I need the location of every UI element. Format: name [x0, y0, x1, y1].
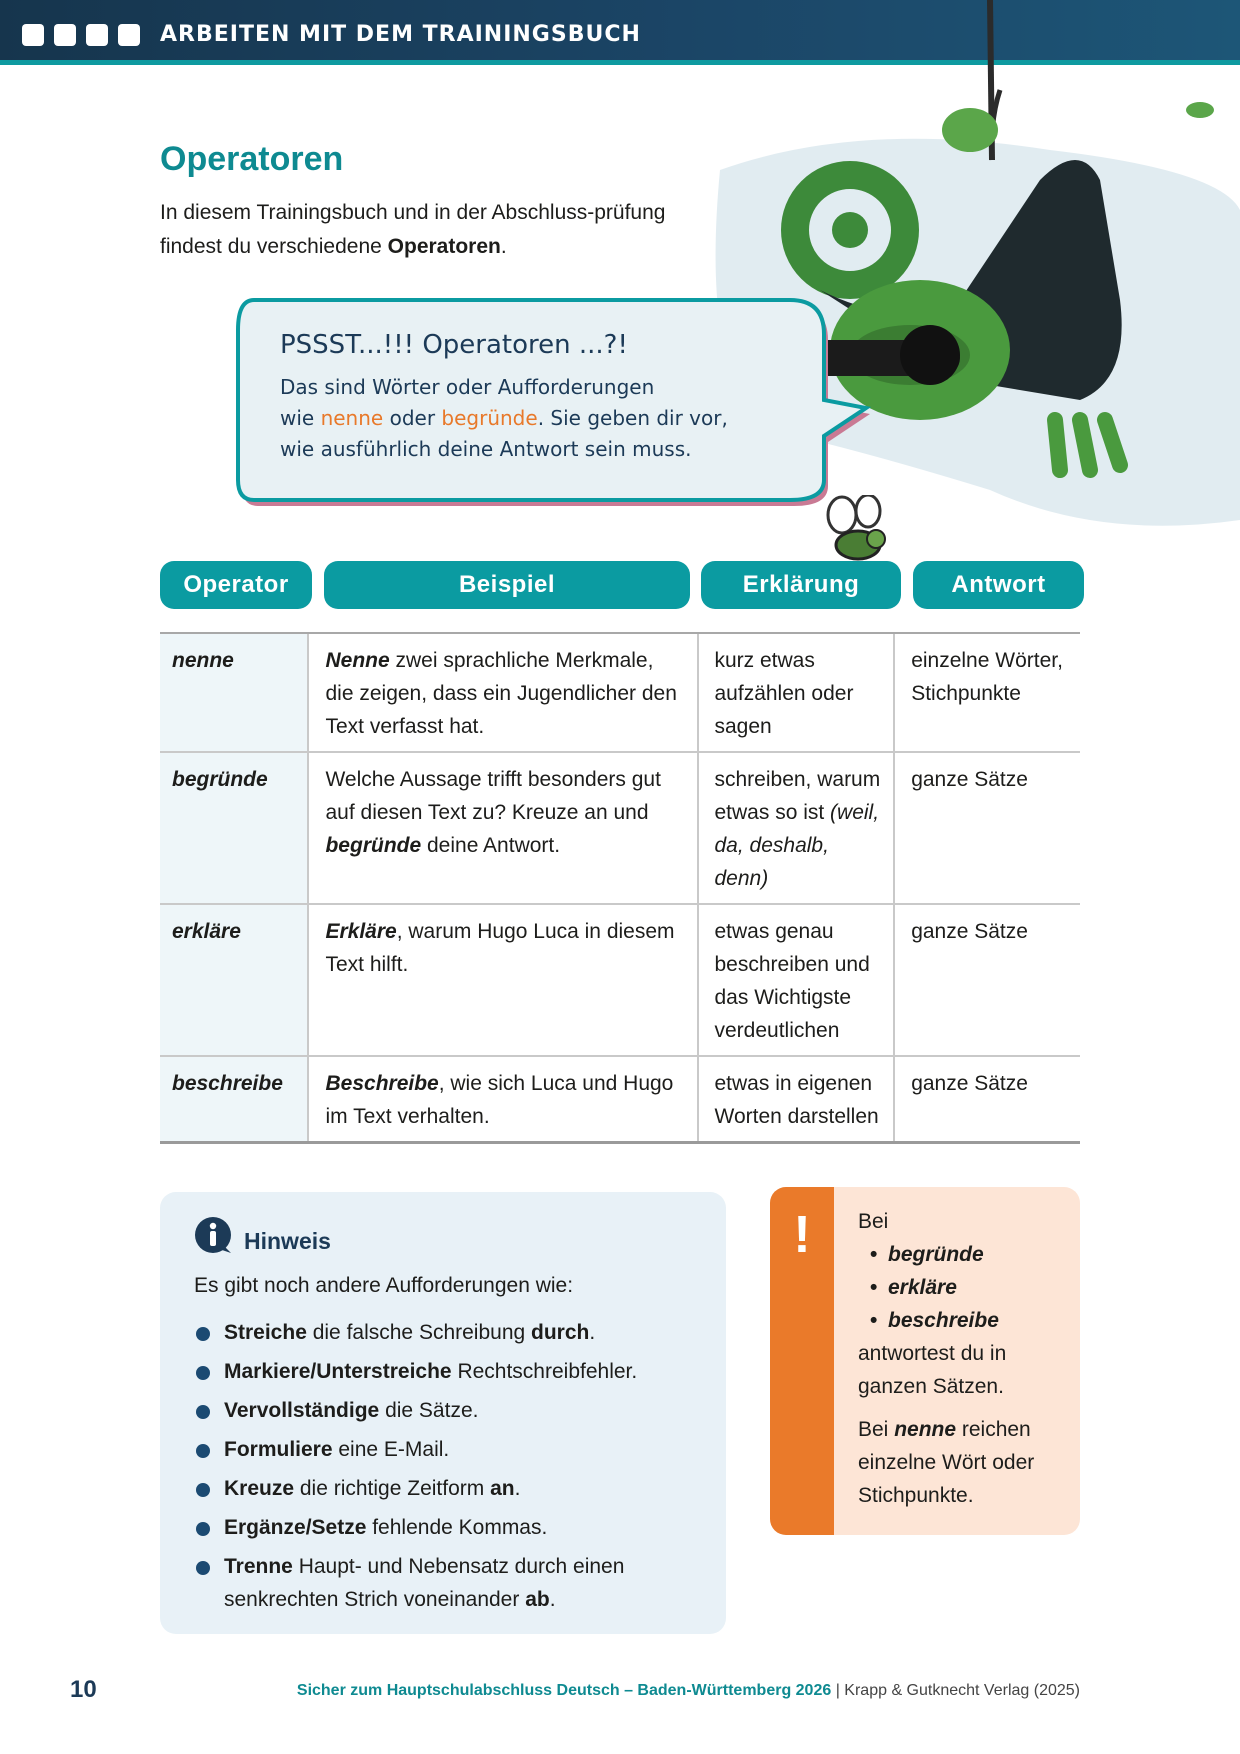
explanation-text: schreiben, warum etwas so ist — [714, 768, 881, 824]
header-square — [54, 24, 76, 46]
list-item — [194, 1394, 694, 1427]
example-text: , wie sich Luca und Hugo im Text verhalten. — [325, 1072, 674, 1128]
example-text: , warum Hugo Luca in diesem Text hilft. — [325, 920, 675, 976]
item-text: Rechtschreibfehler. — [451, 1360, 638, 1383]
item-text: die richtige Zeitform — [294, 1477, 491, 1500]
bubble-pre: wie — [280, 406, 321, 430]
hinweis-intro: Es gibt noch andere Aufforderungen wie: — [194, 1274, 574, 1297]
bubble-mid: oder — [383, 406, 442, 430]
list-item — [194, 1316, 694, 1349]
item-text: die falsche Schreibung — [306, 1321, 532, 1344]
table-header-beispiel: Beispiel — [324, 561, 690, 609]
operator-cell: erkläre — [160, 904, 308, 1056]
footer-publisher: Krapp & Gutknecht Verlag (2025) — [844, 1682, 1080, 1699]
example-text: zwei sprachliche Merkmale, die zeigen, dass ein Jugendlicher den Text verfasst hat. — [325, 649, 677, 738]
note-body — [858, 1205, 1068, 1512]
hinweis-list — [194, 1316, 694, 1622]
list-item — [194, 1433, 694, 1466]
item-text: eine E-Mail. — [332, 1438, 450, 1461]
item-bold-2: an — [490, 1477, 515, 1500]
bubble-post: . Sie geben dir vor, — [537, 406, 728, 430]
example-cell — [308, 633, 697, 752]
note-item: • beschreibe — [870, 1304, 1068, 1337]
bubble-word-begruende: begründe — [441, 406, 538, 430]
explanation-cell — [698, 633, 895, 752]
note-p2-bold: nenne — [894, 1418, 957, 1441]
bubble-line-2 — [280, 403, 800, 434]
example-pre: Welche Aussage trifft besonders gut auf diesen Text zu? Kreuze an und — [325, 768, 661, 824]
bubble-title: PSSST...!!! Operatoren ...?! — [280, 330, 628, 360]
note-lead: Bei — [858, 1210, 889, 1233]
example-cell — [308, 752, 697, 904]
answer-cell: ganze Sätze — [894, 752, 1080, 904]
example-cell — [308, 1056, 697, 1143]
note-after: antwortest du in ganzen Sätzen. — [858, 1342, 1007, 1398]
exclamation-icon: ! — [793, 1206, 811, 1264]
bubble-line-3: wie ausführlich deine Antwort sein muss. — [280, 437, 692, 461]
list-item — [194, 1472, 694, 1505]
intro-end: . — [500, 235, 507, 258]
note-list — [858, 1238, 1068, 1337]
table-header-antwort: Antwort — [913, 561, 1084, 609]
operator-cell: nenne — [160, 633, 308, 752]
item-bold-2: durch — [531, 1321, 590, 1344]
item-bold: Vervollständige — [224, 1399, 380, 1422]
item-bold: Markiere/Unterstreiche — [224, 1360, 452, 1383]
bubble-word-nenne: nenne — [320, 406, 384, 430]
example-bold: Erkläre — [325, 920, 397, 943]
hinweis-header — [194, 1214, 331, 1255]
example-cell — [308, 904, 697, 1056]
header-square — [22, 24, 44, 46]
explanation-text: kurz etwas aufzählen oder sagen — [714, 649, 854, 738]
intro-paragraph — [160, 196, 680, 264]
note-p2-pre: Bei — [858, 1418, 895, 1441]
operator-cell: beschreibe — [160, 1056, 308, 1143]
item-end: . — [549, 1588, 556, 1611]
header-square — [86, 24, 108, 46]
note-paragraph-2 — [858, 1413, 1068, 1512]
item-end: . — [514, 1477, 521, 1500]
item-bold: Trenne — [224, 1555, 293, 1578]
bubble-body — [280, 372, 800, 465]
footer-citation — [297, 1682, 1080, 1700]
intro-bold: Operatoren — [387, 235, 501, 258]
operator-table — [160, 632, 1080, 1144]
table-row — [160, 1056, 1080, 1143]
answer-cell: ganze Sätze — [894, 904, 1080, 1056]
explanation-text: etwas in eigenen Worten darstellen — [714, 1072, 879, 1128]
table-header-operator: Operator — [160, 561, 312, 609]
explanation-cell — [698, 904, 895, 1056]
item-bold: Ergänze/Setze — [224, 1516, 367, 1539]
note-box — [770, 1187, 1080, 1535]
table-row — [160, 752, 1080, 904]
item-text: die Sätze. — [379, 1399, 479, 1422]
example-text: deine Antwort. — [421, 834, 561, 857]
note-item: • erkläre — [870, 1271, 1068, 1304]
list-item — [194, 1355, 694, 1388]
item-bold-2: ab — [525, 1588, 550, 1611]
explanation-cell — [698, 1056, 895, 1143]
hinweis-box — [160, 1192, 726, 1634]
item-bold: Streiche — [224, 1321, 307, 1344]
explanation-text: etwas genau beschreiben und das Wichtigste verdeutlichen — [714, 920, 870, 1042]
example-bold: begründe — [325, 834, 422, 857]
explanation-cell — [698, 752, 895, 904]
table-row — [160, 633, 1080, 752]
answer-cell: einzelne Wörter, Stichpunkte — [894, 633, 1080, 752]
item-bold: Formuliere — [224, 1438, 333, 1461]
explanation-italic: (weil, da, deshalb, denn) — [714, 801, 880, 890]
footer-separator: | — [831, 1682, 845, 1699]
item-text: fehlende Kommas. — [366, 1516, 548, 1539]
item-end: . — [589, 1321, 596, 1344]
bubble-content — [280, 330, 800, 465]
table-row — [160, 904, 1080, 1056]
list-item — [194, 1550, 694, 1616]
answer-cell: ganze Sätze — [894, 1056, 1080, 1143]
bubble-line-1: Das sind Wörter oder Aufforderungen — [280, 375, 655, 399]
hinweis-title: Hinweis — [244, 1228, 331, 1254]
info-icon — [194, 1216, 232, 1254]
header-square — [118, 24, 140, 46]
note-item: • begründe — [870, 1238, 1068, 1271]
fly-icon — [820, 495, 900, 565]
footer-title: Sicher zum Hauptschulabschluss Deutsch – Baden-Württemberg 2026 — [296, 1682, 832, 1699]
page-number: 10 — [70, 1676, 97, 1703]
example-bold: Beschreibe — [325, 1072, 439, 1095]
intro-text: In diesem Trainingsbuch und in der Abschluss-prüfung findest du verschiedene — [160, 201, 666, 258]
note-p2-post: reichen einzelne Wört oder Stichpunkte. — [858, 1418, 1035, 1507]
header-title: ARBEITEN MIT DEM TRAININGSBUCH — [160, 22, 641, 47]
list-item — [194, 1511, 694, 1544]
item-text: Haupt- und Nebensatz durch einen senkrechten Strich voneinander — [224, 1555, 625, 1611]
example-bold: Nenne — [325, 649, 390, 672]
page-title: Operatoren — [160, 140, 344, 178]
table-header-erklaerung: Erklärung — [701, 561, 901, 609]
item-bold: Kreuze — [224, 1477, 295, 1500]
operator-cell: begründe — [160, 752, 308, 904]
